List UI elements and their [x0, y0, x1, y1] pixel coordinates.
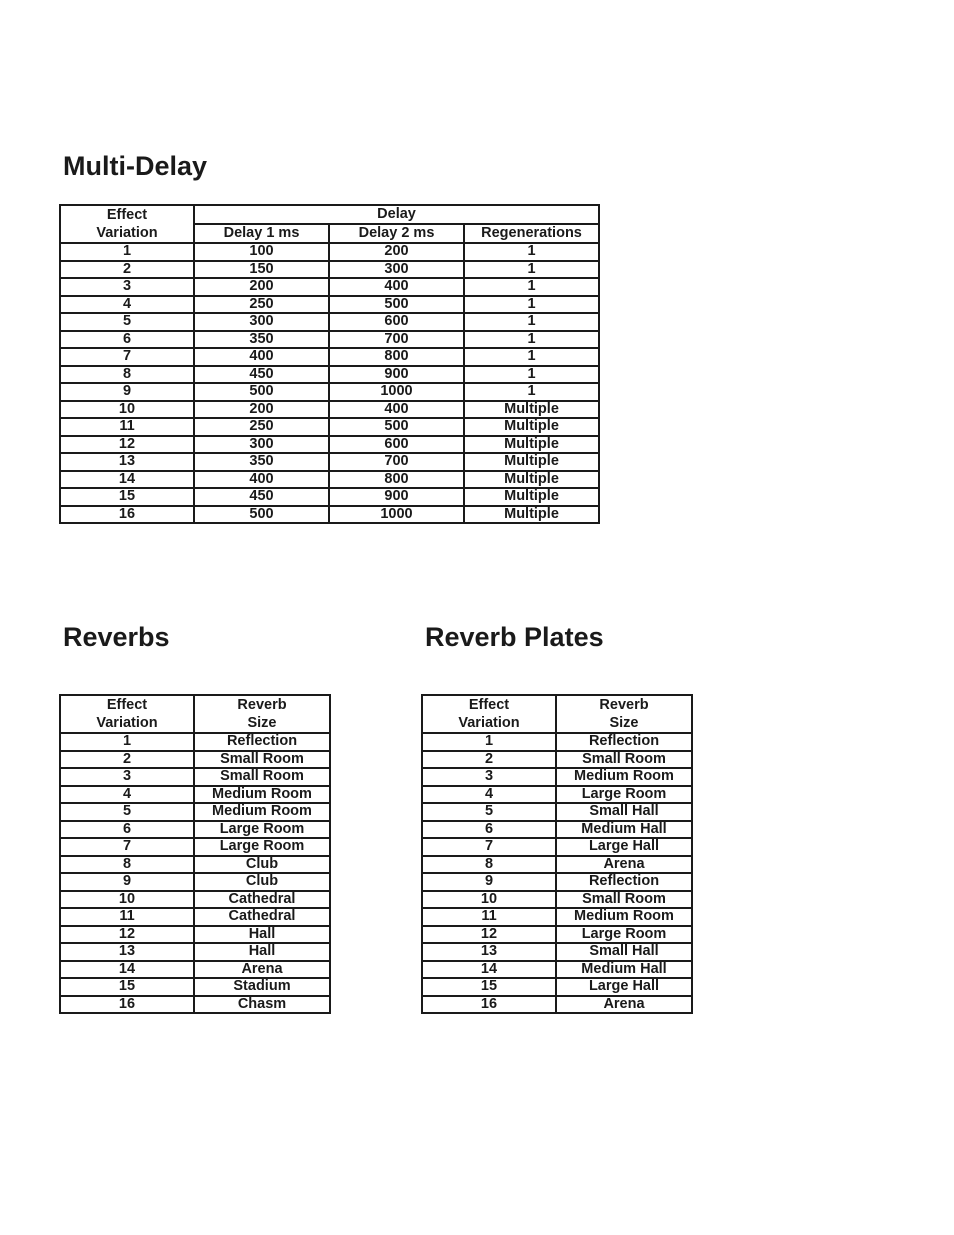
table-row: [60, 453, 599, 471]
table-row: [60, 961, 330, 979]
table-row: [422, 838, 692, 856]
delay1-cell: 300: [194, 436, 329, 454]
table-row: [60, 418, 599, 436]
table-row: [422, 873, 692, 891]
effect-variation-cell: 9: [422, 873, 556, 891]
effect-variation-cell: 15: [60, 978, 194, 996]
reverb-size-cell: Medium Hall: [556, 961, 692, 979]
effect-variation-cell: 14: [422, 961, 556, 979]
reverb-plates-table: [421, 694, 693, 1014]
multi-delay-rows: [60, 243, 599, 523]
table-row: [60, 488, 599, 506]
reverb-size-cell: Small Hall: [556, 803, 692, 821]
reverb-size-cell: Medium Room: [556, 768, 692, 786]
delay2-cell: 900: [329, 488, 464, 506]
delay1-header: Delay 1 ms: [194, 224, 329, 243]
reverb-size-cell: Reflection: [556, 873, 692, 891]
table-row: [60, 821, 330, 839]
reverb-size-cell: Hall: [194, 926, 330, 944]
table-row: [422, 821, 692, 839]
effect-variation-cell: 5: [60, 803, 194, 821]
table-row: [422, 751, 692, 769]
delay1-cell: 300: [194, 313, 329, 331]
delay2-cell: 700: [329, 331, 464, 349]
reverb-plates-rows: [422, 733, 692, 1013]
effect-variation-cell: 11: [60, 908, 194, 926]
table-row: [422, 891, 692, 909]
table-row: [60, 296, 599, 314]
table-row: [60, 978, 330, 996]
multi-delay-title: Multi-Delay: [63, 151, 208, 181]
table-row: [422, 908, 692, 926]
reverb-size-cell: Arena: [194, 961, 330, 979]
reverb-size-cell: Small Room: [556, 891, 692, 909]
table-row: [422, 961, 692, 979]
delay1-cell: 200: [194, 278, 329, 296]
reverb-size-cell: Chasm: [194, 996, 330, 1014]
regenerations-cell: 1: [464, 348, 599, 366]
reverb-size-cell: Small Room: [194, 768, 330, 786]
reverb-size-cell: Medium Room: [556, 908, 692, 926]
reverb-size-cell: Small Room: [556, 751, 692, 769]
effect-variation-cell: 6: [60, 821, 194, 839]
regenerations-cell: 1: [464, 366, 599, 384]
effect-variation-header-line2: Variation: [458, 715, 520, 731]
effect-variation-cell: 8: [60, 366, 194, 384]
regenerations-cell: 1: [464, 383, 599, 401]
table-row: [60, 261, 599, 279]
reverb-size-header-line2: Size: [609, 715, 639, 731]
effect-variation-header-line2: Variation: [96, 715, 158, 731]
table-row: [60, 383, 599, 401]
regenerations-cell: 1: [464, 296, 599, 314]
delay1-cell: 350: [194, 331, 329, 349]
reverb-size-header: [556, 695, 692, 733]
reverbs-table: [59, 694, 331, 1014]
table-row: [60, 786, 330, 804]
effect-variation-cell: 10: [60, 401, 194, 419]
multi-delay-table: [59, 204, 600, 524]
effect-variation-cell: 8: [422, 856, 556, 874]
effect-variation-cell: 13: [60, 453, 194, 471]
delay1-cell: 400: [194, 471, 329, 489]
effect-variation-cell: 1: [422, 733, 556, 751]
effect-variation-cell: 1: [60, 243, 194, 261]
delay1-cell: 450: [194, 488, 329, 506]
effect-variation-cell: 12: [60, 926, 194, 944]
effect-variation-cell: 14: [60, 961, 194, 979]
effect-variation-cell: 4: [60, 786, 194, 804]
table-row: [60, 943, 330, 961]
effect-variation-cell: 2: [60, 261, 194, 279]
delay2-cell: 800: [329, 471, 464, 489]
table-row: [60, 996, 330, 1014]
table-row: [422, 978, 692, 996]
delay1-cell: 400: [194, 348, 329, 366]
table-row: [60, 856, 330, 874]
reverb-size-header: [194, 695, 330, 733]
delay2-cell: 1000: [329, 383, 464, 401]
table-row: [60, 313, 599, 331]
delay1-cell: 250: [194, 418, 329, 436]
table-row: [422, 856, 692, 874]
reverbs-title: Reverbs: [63, 622, 170, 652]
effect-variation-cell: 16: [422, 996, 556, 1014]
effect-variation-cell: 13: [60, 943, 194, 961]
reverb-size-cell: Large Room: [194, 838, 330, 856]
table-row: [60, 243, 599, 261]
delay2-cell: 1000: [329, 506, 464, 524]
reverb-size-cell: Small Hall: [556, 943, 692, 961]
effect-variation-cell: 11: [60, 418, 194, 436]
reverbs-rows: [60, 733, 330, 1013]
reverb-size-cell: Large Room: [194, 821, 330, 839]
effect-variation-header-bottom: Variation: [60, 224, 194, 243]
table-row: [422, 926, 692, 944]
reverb-size-cell: Large Hall: [556, 838, 692, 856]
reverb-size-header-line1: Reverb: [237, 697, 287, 713]
delay2-cell: 300: [329, 261, 464, 279]
delay1-cell: 250: [194, 296, 329, 314]
delay2-cell: 600: [329, 313, 464, 331]
effect-variation-cell: 14: [60, 471, 194, 489]
effect-variation-cell: 10: [60, 891, 194, 909]
delay2-cell: 200: [329, 243, 464, 261]
effect-variation-cell: 7: [60, 348, 194, 366]
effect-variation-cell: 2: [60, 751, 194, 769]
regenerations-cell: 1: [464, 243, 599, 261]
effect-variation-cell: 12: [422, 926, 556, 944]
regenerations-header: Regenerations: [464, 224, 599, 243]
table-row: [60, 873, 330, 891]
reverb-size-cell: Club: [194, 873, 330, 891]
table-row: [422, 996, 692, 1014]
regenerations-cell: Multiple: [464, 488, 599, 506]
table-row: [60, 436, 599, 454]
effect-variation-cell: 9: [60, 383, 194, 401]
reverb-size-cell: Medium Room: [194, 803, 330, 821]
regenerations-cell: Multiple: [464, 506, 599, 524]
effect-variation-cell: 7: [60, 838, 194, 856]
regenerations-cell: Multiple: [464, 401, 599, 419]
table-row: [60, 891, 330, 909]
delay2-cell: 400: [329, 278, 464, 296]
delay2-header: Delay 2 ms: [329, 224, 464, 243]
effect-variation-cell: 9: [60, 873, 194, 891]
table-row: [60, 401, 599, 419]
delay1-cell: 500: [194, 506, 329, 524]
table-row: [60, 926, 330, 944]
effect-variation-cell: 3: [60, 278, 194, 296]
delay1-cell: 450: [194, 366, 329, 384]
reverb-size-cell: Reflection: [556, 733, 692, 751]
table-row: [60, 331, 599, 349]
effect-variation-header: [60, 695, 194, 733]
effect-variation-header-line1: Effect: [106, 697, 148, 713]
effect-variation-cell: 4: [422, 786, 556, 804]
effect-variation-cell: 1: [60, 733, 194, 751]
reverb-size-header-line2: Size: [247, 715, 277, 731]
effect-variation-cell: 16: [60, 506, 194, 524]
table-row: [60, 348, 599, 366]
table-row: [422, 733, 692, 751]
regenerations-cell: 1: [464, 331, 599, 349]
reverb-size-cell: Cathedral: [194, 891, 330, 909]
table-row: [60, 733, 330, 751]
effect-variation-cell: 16: [60, 996, 194, 1014]
reverb-size-cell: Cathedral: [194, 908, 330, 926]
effect-variation-header-line1: Effect: [468, 697, 510, 713]
table-row: [60, 366, 599, 384]
reverb-size-cell: Arena: [556, 856, 692, 874]
delay2-cell: 500: [329, 418, 464, 436]
reverb-size-cell: Medium Hall: [556, 821, 692, 839]
table-row: [422, 803, 692, 821]
table-row: [60, 768, 330, 786]
delay2-cell: 800: [329, 348, 464, 366]
reverb-size-cell: Hall: [194, 943, 330, 961]
regenerations-cell: 1: [464, 278, 599, 296]
effect-variation-cell: 6: [422, 821, 556, 839]
effect-variation-cell: 11: [422, 908, 556, 926]
delay1-cell: 100: [194, 243, 329, 261]
effect-variation-cell: 15: [60, 488, 194, 506]
effect-variation-header-top: Effect: [60, 205, 194, 224]
table-row: [60, 471, 599, 489]
table-row: [60, 278, 599, 296]
reverb-size-cell: Club: [194, 856, 330, 874]
delay-group-header: Delay: [194, 205, 599, 224]
effect-variation-cell: 5: [422, 803, 556, 821]
reverb-size-cell: Large Room: [556, 786, 692, 804]
effect-variation-cell: 3: [422, 768, 556, 786]
table-row: [60, 908, 330, 926]
effect-variation-cell: 15: [422, 978, 556, 996]
effect-variation-cell: 7: [422, 838, 556, 856]
effect-variation-cell: 2: [422, 751, 556, 769]
table-row: [60, 751, 330, 769]
reverb-size-cell: Large Hall: [556, 978, 692, 996]
effect-variation-cell: 12: [60, 436, 194, 454]
reverb-size-cell: Medium Room: [194, 786, 330, 804]
reverb-size-cell: Arena: [556, 996, 692, 1014]
reverb-size-cell: Large Room: [556, 926, 692, 944]
delay2-cell: 400: [329, 401, 464, 419]
regenerations-cell: 1: [464, 313, 599, 331]
table-row: [60, 506, 599, 524]
effect-variation-cell: 10: [422, 891, 556, 909]
regenerations-cell: Multiple: [464, 471, 599, 489]
delay1-cell: 150: [194, 261, 329, 279]
delay1-cell: 350: [194, 453, 329, 471]
reverb-size-cell: Small Room: [194, 751, 330, 769]
table-row: [422, 786, 692, 804]
table-row: [60, 838, 330, 856]
reverb-plates-title: Reverb Plates: [425, 622, 604, 652]
reverb-size-cell: Stadium: [194, 978, 330, 996]
delay1-cell: 500: [194, 383, 329, 401]
delay1-cell: 200: [194, 401, 329, 419]
reverb-size-cell: Reflection: [194, 733, 330, 751]
reverb-size-header-line1: Reverb: [599, 697, 649, 713]
effect-variation-cell: 13: [422, 943, 556, 961]
effect-variation-cell: 3: [60, 768, 194, 786]
effect-variation-cell: 5: [60, 313, 194, 331]
effect-variation-cell: 4: [60, 296, 194, 314]
effect-variation-cell: 8: [60, 856, 194, 874]
effect-variation-header: [422, 695, 556, 733]
delay2-cell: 900: [329, 366, 464, 384]
table-row: [60, 803, 330, 821]
table-row: [422, 768, 692, 786]
regenerations-cell: Multiple: [464, 436, 599, 454]
table-row: [422, 943, 692, 961]
regenerations-cell: 1: [464, 261, 599, 279]
regenerations-cell: Multiple: [464, 453, 599, 471]
delay2-cell: 700: [329, 453, 464, 471]
effect-variation-cell: 6: [60, 331, 194, 349]
delay2-cell: 500: [329, 296, 464, 314]
regenerations-cell: Multiple: [464, 418, 599, 436]
delay2-cell: 600: [329, 436, 464, 454]
